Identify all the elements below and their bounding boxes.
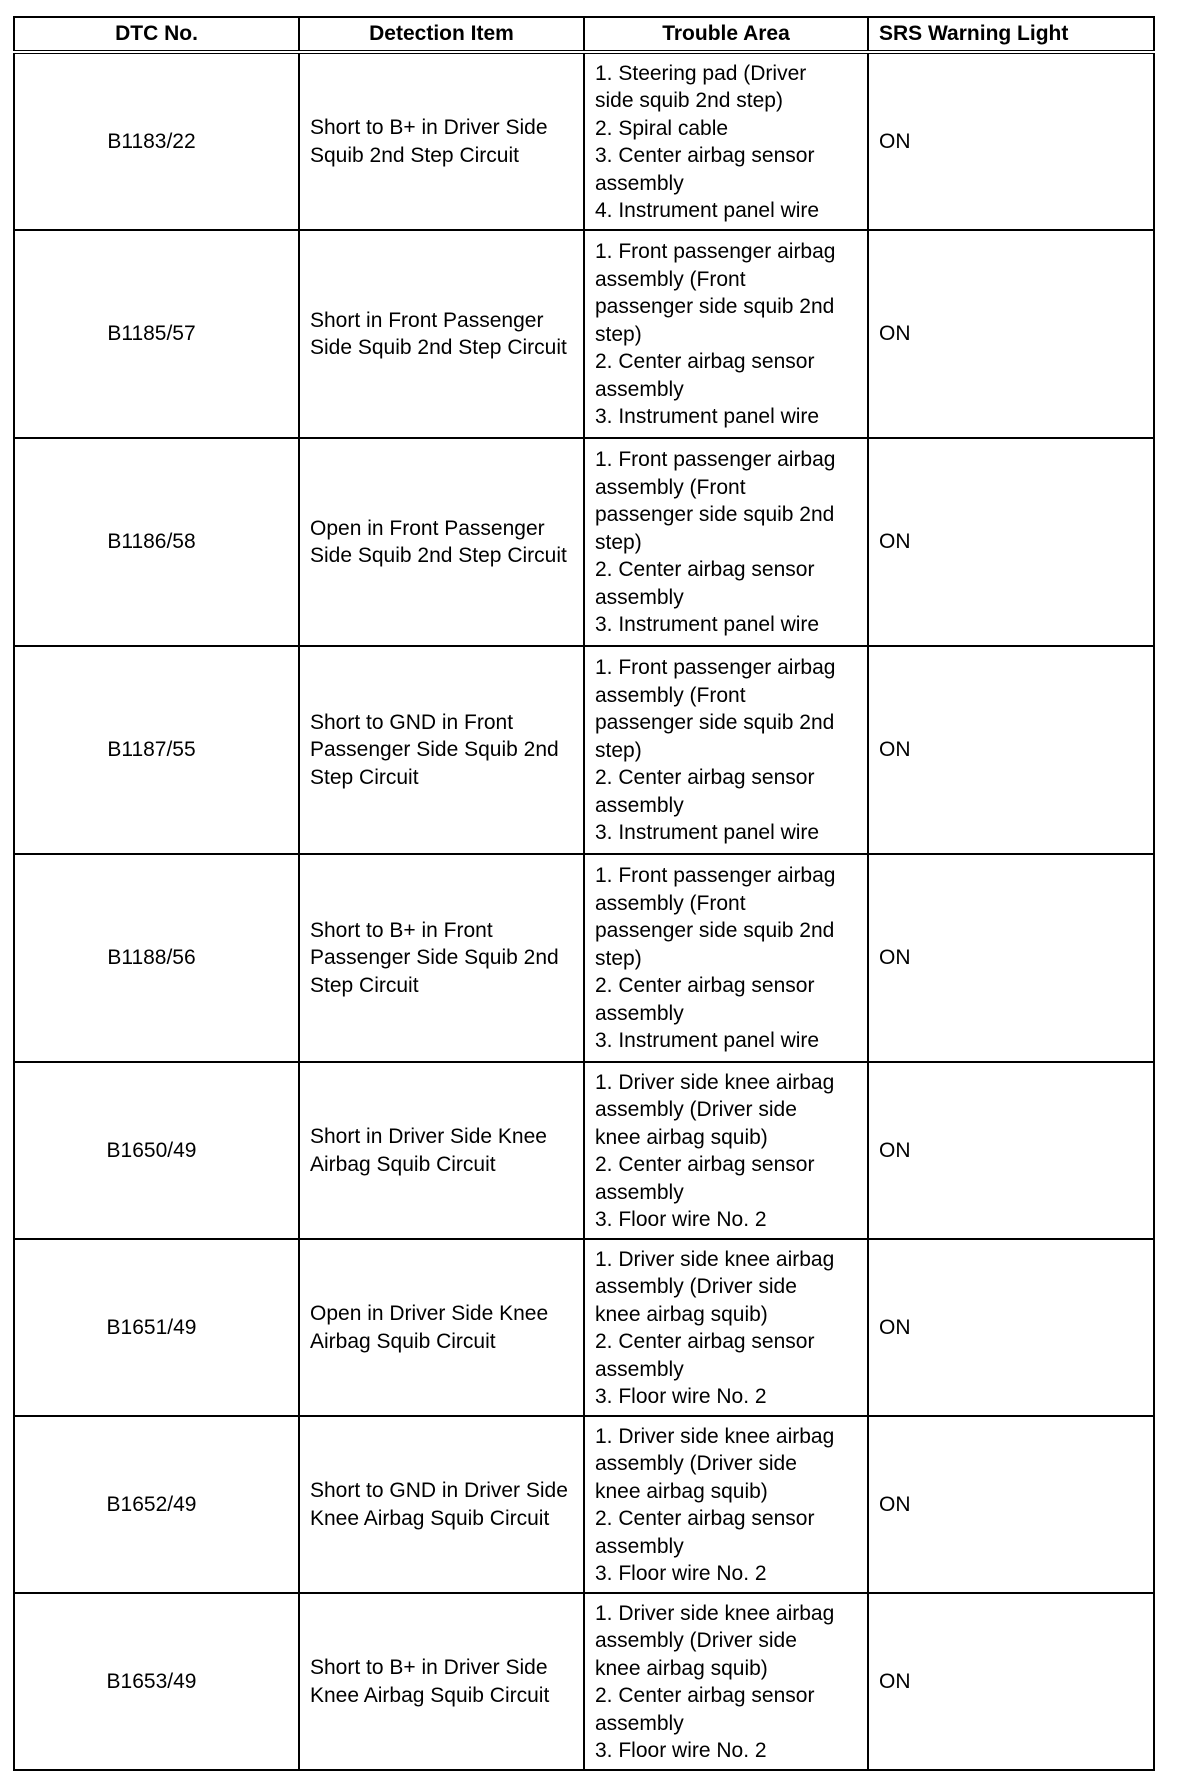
- warning-light-cell: ON: [868, 1416, 1154, 1593]
- table-row: [14, 1062, 1154, 1239]
- trouble-area-cell: 1. Steering pad (Driver side squib 2nd step) 2. Spiral cable 3. Center airbag sensor assembly 4. Instrument panel wire: [584, 52, 868, 230]
- header-dtc-no: DTC No.: [14, 17, 299, 52]
- table-row: [14, 1239, 1154, 1416]
- table-body: [14, 52, 1154, 1770]
- table-row: [14, 646, 1154, 854]
- table-row: [14, 230, 1154, 438]
- detection-item-cell: Short in Driver Side Knee Airbag Squib Circuit: [299, 1062, 584, 1239]
- detection-item-cell: Open in Front Passenger Side Squib 2nd Step Circuit: [299, 438, 584, 646]
- trouble-area-cell: 1. Front passenger airbag assembly (Front passenger side squib 2nd step) 2. Center airbag sensor assembly 3. Instrument panel wire: [584, 230, 868, 438]
- detection-item-cell: Short to B+ in Driver Side Knee Airbag Squib Circuit: [299, 1593, 584, 1770]
- trouble-area-cell: 1. Driver side knee airbag assembly (Driver side knee airbag squib) 2. Center airbag sensor assembly 3. Floor wire No. 2: [584, 1239, 868, 1416]
- table-row: [14, 1416, 1154, 1593]
- table-row: [14, 854, 1154, 1062]
- dtc-number-cell: B1183/22: [14, 52, 299, 230]
- header-row: [14, 17, 1154, 52]
- header-detection-item: Detection Item: [299, 17, 584, 52]
- dtc-number-cell: B1650/49: [14, 1062, 299, 1239]
- table-row: [14, 438, 1154, 646]
- table-row: [14, 52, 1154, 230]
- warning-light-cell: ON: [868, 854, 1154, 1062]
- dtc-table: [13, 16, 1155, 1771]
- dtc-number-cell: B1186/58: [14, 438, 299, 646]
- header-trouble-area: Trouble Area: [584, 17, 868, 52]
- table-header: [14, 17, 1154, 52]
- warning-light-cell: ON: [868, 52, 1154, 230]
- detection-item-cell: Short to B+ in Driver Side Squib 2nd Step Circuit: [299, 52, 584, 230]
- trouble-area-cell: 1. Driver side knee airbag assembly (Driver side knee airbag squib) 2. Center airbag sensor assembly 3. Floor wire No. 2: [584, 1593, 868, 1770]
- warning-light-cell: ON: [868, 1062, 1154, 1239]
- detection-item-cell: Short to GND in Front Passenger Side Squib 2nd Step Circuit: [299, 646, 584, 854]
- dtc-number-cell: B1187/55: [14, 646, 299, 854]
- warning-light-cell: ON: [868, 230, 1154, 438]
- warning-light-cell: ON: [868, 646, 1154, 854]
- dtc-number-cell: B1651/49: [14, 1239, 299, 1416]
- detection-item-cell: Short in Front Passenger Side Squib 2nd Step Circuit: [299, 230, 584, 438]
- trouble-area-cell: 1. Front passenger airbag assembly (Front passenger side squib 2nd step) 2. Center airbag sensor assembly 3. Instrument panel wire: [584, 646, 868, 854]
- warning-light-cell: ON: [868, 438, 1154, 646]
- dtc-number-cell: B1185/57: [14, 230, 299, 438]
- dtc-number-cell: B1653/49: [14, 1593, 299, 1770]
- warning-light-cell: ON: [868, 1593, 1154, 1770]
- trouble-area-cell: 1. Driver side knee airbag assembly (Driver side knee airbag squib) 2. Center airbag sensor assembly 3. Floor wire No. 2: [584, 1062, 868, 1239]
- detection-item-cell: Short to B+ in Front Passenger Side Squib 2nd Step Circuit: [299, 854, 584, 1062]
- trouble-area-cell: 1. Driver side knee airbag assembly (Driver side knee airbag squib) 2. Center airbag sensor assembly 3. Floor wire No. 2: [584, 1416, 868, 1593]
- trouble-area-cell: 1. Front passenger airbag assembly (Front passenger side squib 2nd step) 2. Center airbag sensor assembly 3. Instrument panel wire: [584, 854, 868, 1062]
- dtc-number-cell: B1188/56: [14, 854, 299, 1062]
- table-row: [14, 1593, 1154, 1770]
- header-srs-warning-light: SRS Warning Light: [868, 17, 1154, 52]
- dtc-number-cell: B1652/49: [14, 1416, 299, 1593]
- warning-light-cell: ON: [868, 1239, 1154, 1416]
- detection-item-cell: Short to GND in Driver Side Knee Airbag Squib Circuit: [299, 1416, 584, 1593]
- detection-item-cell: Open in Driver Side Knee Airbag Squib Circuit: [299, 1239, 584, 1416]
- trouble-area-cell: 1. Front passenger airbag assembly (Front passenger side squib 2nd step) 2. Center airbag sensor assembly 3. Instrument panel wire: [584, 438, 868, 646]
